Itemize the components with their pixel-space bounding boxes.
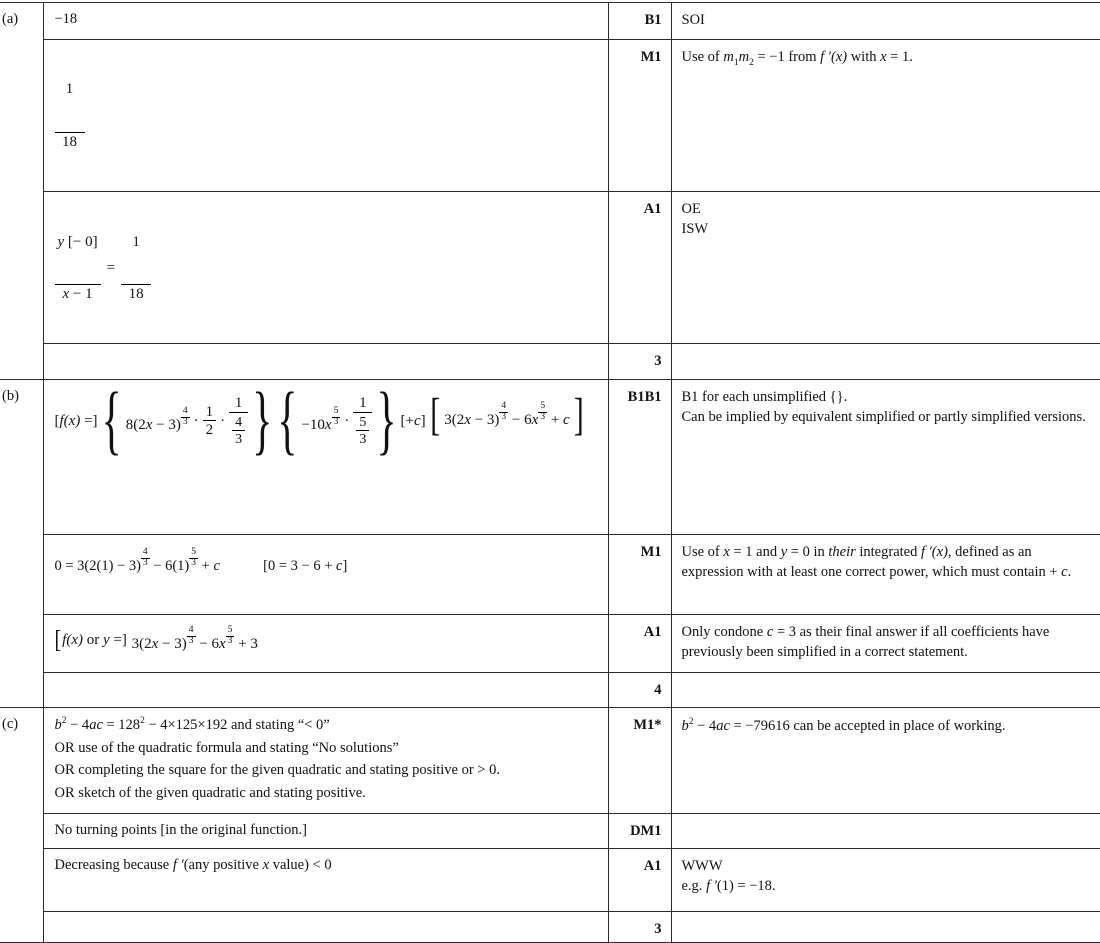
exponent-numerator: 5 bbox=[540, 401, 546, 412]
exponent-denominator: 3 bbox=[540, 412, 546, 423]
discriminant-line bbox=[55, 715, 597, 735]
guidance-line: B1 for each unsimplified {}. bbox=[681, 389, 848, 406]
exponent-numerator: 4 bbox=[188, 625, 194, 636]
fraction bbox=[55, 48, 85, 184]
emphasis-their: their bbox=[828, 544, 856, 561]
left-bracket: [ bbox=[54, 626, 62, 655]
guidance-text bbox=[681, 48, 913, 68]
guidance-line bbox=[682, 877, 1091, 897]
answer-cell-c2 bbox=[43, 814, 608, 849]
multiply-dot: · bbox=[344, 413, 350, 430]
exponent-fraction bbox=[189, 548, 198, 569]
fraction-denominator: 18 bbox=[121, 284, 151, 303]
var-x: x bbox=[531, 412, 539, 429]
total-marks: 3 bbox=[654, 353, 662, 370]
text: 3(2 bbox=[131, 636, 152, 653]
equals-sign: = bbox=[106, 260, 116, 276]
table-row bbox=[0, 3, 1100, 40]
var-x: x bbox=[880, 48, 887, 65]
guidance-cell-b3 bbox=[671, 615, 1100, 673]
exponent-numerator: 5 bbox=[227, 625, 233, 636]
fraction bbox=[121, 200, 151, 336]
mark-cell-a2 bbox=[608, 39, 671, 191]
table-row bbox=[0, 673, 1100, 708]
guidance-line: ISW bbox=[681, 220, 709, 237]
fraction-denominator bbox=[353, 412, 372, 448]
var-ac: ac bbox=[89, 717, 103, 734]
text: − 3) bbox=[152, 417, 181, 434]
text: . bbox=[1067, 563, 1072, 580]
math-expression bbox=[55, 542, 597, 577]
text: 8(2 bbox=[125, 417, 146, 434]
var-x: x bbox=[62, 285, 70, 302]
text: − 6 bbox=[195, 636, 219, 653]
guidance-cell-c-total bbox=[671, 912, 1100, 943]
text: − 3) bbox=[158, 636, 187, 653]
text: ] bbox=[420, 413, 426, 430]
right-brace: } bbox=[376, 378, 397, 464]
exponent-fraction bbox=[499, 402, 508, 423]
table-row bbox=[0, 849, 1100, 912]
table-row bbox=[0, 814, 1100, 849]
text: −10 bbox=[301, 417, 325, 434]
text: with bbox=[847, 48, 881, 65]
answer-text bbox=[55, 857, 332, 873]
text: − 6 bbox=[508, 412, 532, 429]
text: − 6(1) bbox=[149, 558, 190, 575]
or-line: OR completing the square for the given quadratic and stating positive or > 0. bbox=[54, 762, 500, 779]
f-prime: f ′(x) bbox=[820, 48, 848, 65]
compound-fraction bbox=[353, 395, 372, 448]
var-c: c bbox=[213, 558, 220, 575]
part-label: (b) bbox=[2, 388, 19, 405]
answer-text: No turning points [in the original function.] bbox=[54, 822, 308, 839]
mark-label: B1B1 bbox=[627, 389, 662, 406]
table-row bbox=[0, 535, 1100, 615]
guidance-cell-b-total bbox=[671, 673, 1100, 708]
guidance-text: SOI bbox=[681, 12, 705, 28]
mark-label: A1 bbox=[643, 858, 662, 875]
total-marks: 3 bbox=[654, 921, 662, 938]
guidance-cell-a3 bbox=[671, 191, 1100, 343]
math-expression bbox=[55, 200, 152, 336]
fraction-denominator bbox=[55, 284, 101, 303]
guidance-cell-c3 bbox=[671, 849, 1100, 912]
answer-text: −18 bbox=[54, 11, 78, 27]
guidance-cell-c1 bbox=[671, 708, 1100, 814]
text: or bbox=[83, 632, 103, 649]
text: Decreasing because bbox=[54, 857, 173, 874]
mark-cell-c1 bbox=[608, 708, 671, 814]
guidance-cell-a-total bbox=[671, 344, 1100, 380]
mark-cell-a3 bbox=[608, 191, 671, 343]
text: − 4 bbox=[66, 717, 90, 734]
exponent-numerator: 4 bbox=[142, 547, 148, 558]
guidance-line: Can be implied by equivalent simplified or partly simplified versions. bbox=[681, 408, 1086, 425]
text: (any positive bbox=[183, 857, 263, 874]
mark-label: A1 bbox=[643, 200, 662, 217]
answer-cell-a3 bbox=[43, 191, 608, 343]
exponent-denominator: 3 bbox=[191, 558, 197, 569]
equals: =] bbox=[80, 413, 98, 430]
exponent-denominator: 3 bbox=[227, 636, 233, 647]
part-label: (c) bbox=[2, 716, 19, 733]
exponent-denominator: 3 bbox=[333, 417, 339, 428]
fraction-numerator: 1 bbox=[359, 394, 367, 411]
var-c: c bbox=[1061, 563, 1068, 580]
text: (1) = −18. bbox=[716, 877, 776, 894]
text: + bbox=[547, 412, 564, 429]
mark-cell-b1 bbox=[608, 380, 671, 535]
var-x: x bbox=[262, 857, 270, 874]
table-row bbox=[0, 615, 1100, 673]
math-expression-line2 bbox=[429, 390, 584, 441]
guidance-cell-a2 bbox=[671, 39, 1100, 191]
f-of-x: f(x) bbox=[59, 413, 81, 430]
text: = 128 bbox=[102, 717, 141, 734]
mark-label: M1* bbox=[633, 717, 662, 734]
superscript: 2 bbox=[140, 716, 145, 727]
table-row bbox=[0, 912, 1100, 943]
exponent-fraction bbox=[332, 407, 341, 428]
term-2 bbox=[301, 407, 340, 435]
final-expression bbox=[132, 626, 258, 654]
fraction-numerator: 1 bbox=[234, 394, 243, 411]
plus-c-tail bbox=[401, 411, 426, 431]
or-line: OR use of the quadratic formula and stating “No solutions” bbox=[54, 739, 399, 756]
prefix bbox=[62, 630, 130, 650]
inner-numerator: 5 bbox=[359, 414, 367, 430]
answer-cell-a-total bbox=[43, 344, 608, 380]
answer-cell-b3 bbox=[43, 615, 608, 673]
guidance-cell-c2 bbox=[671, 814, 1100, 849]
guidance-cell-a1 bbox=[671, 3, 1100, 40]
text: − 4×125×192 and stating “< 0” bbox=[144, 717, 330, 734]
mark-cell-b-total bbox=[608, 673, 671, 708]
mark-label: M1 bbox=[640, 48, 662, 65]
compound-fraction bbox=[229, 395, 248, 448]
math-expression-line1 bbox=[54, 378, 426, 464]
text: = −79616 can be accepted in place of working. bbox=[729, 718, 1006, 735]
answer-cell-c1 bbox=[43, 708, 608, 814]
right-bracket: ] bbox=[573, 390, 584, 441]
var-c: c bbox=[413, 413, 421, 430]
guidance-text bbox=[682, 544, 1072, 580]
text: = −1 from bbox=[753, 48, 821, 65]
mark-scheme-table bbox=[0, 2, 1100, 943]
text: e.g. bbox=[681, 877, 707, 894]
table-row bbox=[0, 708, 1100, 814]
exponent-fraction bbox=[181, 407, 190, 428]
exponent-numerator: 5 bbox=[191, 547, 197, 558]
text: [+ bbox=[400, 413, 414, 430]
math-expression bbox=[55, 48, 85, 184]
guidance-cell-b1 bbox=[671, 380, 1100, 535]
text: Only condone bbox=[681, 624, 767, 641]
var-c: c bbox=[766, 624, 774, 641]
left-brace: { bbox=[101, 378, 122, 464]
table-row bbox=[0, 191, 1100, 343]
inner-fraction bbox=[232, 415, 245, 448]
text: , defined as an expression with at least one correct power, which must contain + bbox=[681, 544, 1062, 580]
mark-cell-c-total bbox=[608, 912, 671, 943]
var-y: y bbox=[57, 233, 65, 250]
mark-cell-b3 bbox=[608, 615, 671, 673]
f-prime: f ′ bbox=[706, 877, 717, 894]
inner-fraction bbox=[356, 415, 369, 448]
var-x: x bbox=[219, 636, 226, 653]
right-brace: } bbox=[252, 378, 273, 464]
var-m2: m bbox=[738, 48, 750, 65]
fraction bbox=[203, 404, 217, 440]
answer-cell-a2 bbox=[43, 39, 608, 191]
exponent-numerator: 4 bbox=[501, 401, 507, 412]
text: − 1 bbox=[69, 285, 93, 302]
mark-cell-a-total bbox=[608, 344, 671, 380]
subscript: 2 bbox=[749, 57, 754, 68]
var-b: b bbox=[54, 717, 62, 734]
fraction-denominator: 2 bbox=[203, 420, 217, 439]
guidance-line: OE bbox=[681, 200, 701, 217]
text: integrated bbox=[855, 544, 921, 561]
mark-label: B1 bbox=[644, 12, 662, 28]
exponent-numerator: 4 bbox=[182, 406, 188, 417]
text: = 3 as their final answer if all coefficients have previously been simplified in a correct statement. bbox=[681, 624, 1050, 660]
text: =] bbox=[109, 632, 131, 649]
mark-label: A1 bbox=[643, 624, 662, 641]
answer-cell-b1 bbox=[43, 380, 608, 535]
term-1 bbox=[126, 407, 190, 435]
text: [0 = 3 − 6 + bbox=[263, 558, 337, 575]
var-c: c bbox=[336, 558, 343, 575]
inner-denominator: 3 bbox=[232, 430, 245, 448]
part-cell-a bbox=[0, 3, 43, 380]
var-c: c bbox=[563, 412, 570, 429]
f-prime: f ′ bbox=[172, 857, 184, 874]
inner-numerator: 4 bbox=[235, 414, 243, 430]
text: 0 = 3(2(1) − 3) bbox=[54, 558, 141, 575]
var-y: y bbox=[780, 544, 788, 561]
or-line: OR sketch of the given quadratic and stating positive. bbox=[54, 784, 366, 801]
table-row bbox=[0, 344, 1100, 380]
exponent-fraction bbox=[141, 548, 150, 569]
subscript: 1 bbox=[733, 57, 739, 68]
var-x: x bbox=[324, 417, 332, 434]
guidance-text bbox=[682, 624, 1050, 660]
exponent-denominator: 3 bbox=[188, 636, 194, 647]
exponent-denominator: 3 bbox=[182, 417, 188, 428]
left-brace: { bbox=[277, 378, 298, 464]
text: Use of bbox=[681, 544, 724, 561]
multiply-dot: · bbox=[193, 413, 199, 430]
text: = 1 and bbox=[729, 544, 781, 561]
text: Use of bbox=[681, 48, 724, 65]
integrated-expression bbox=[444, 402, 569, 430]
text: ] bbox=[342, 558, 348, 575]
table-row bbox=[0, 39, 1100, 191]
answer-cell-a1 bbox=[43, 3, 608, 40]
var-y: y bbox=[103, 632, 110, 649]
f-prime: f ′(x) bbox=[920, 544, 948, 561]
f-of-x: f(x) bbox=[62, 632, 83, 649]
exponent-denominator: 3 bbox=[501, 412, 507, 423]
mark-label: M1 bbox=[640, 544, 662, 561]
text: − 4 bbox=[693, 718, 717, 735]
exponent-fraction bbox=[538, 402, 547, 423]
var-x: x bbox=[464, 412, 471, 429]
mark-cell-a1 bbox=[608, 3, 671, 40]
part-cell-c bbox=[0, 708, 43, 943]
text: − 3) bbox=[470, 412, 500, 429]
answer-cell-b2 bbox=[43, 535, 608, 615]
left-bracket: [ bbox=[430, 390, 441, 441]
guidance-text bbox=[682, 718, 1006, 734]
fraction-numerator bbox=[55, 234, 101, 251]
var-x: x bbox=[151, 636, 159, 653]
mark-cell-c2 bbox=[608, 814, 671, 849]
total-marks: 4 bbox=[654, 682, 662, 699]
substitution-expression bbox=[54, 547, 220, 575]
text: + 3 bbox=[234, 636, 258, 653]
guidance-line: WWW bbox=[681, 858, 723, 875]
answer-cell-c3 bbox=[43, 849, 608, 912]
fraction-numerator: 1 bbox=[132, 233, 140, 250]
fraction-numerator: 1 bbox=[205, 403, 214, 420]
fraction-denominator bbox=[229, 412, 248, 448]
text: + bbox=[198, 558, 214, 575]
var-ac: ac bbox=[716, 718, 730, 735]
fraction-denominator: 18 bbox=[55, 132, 85, 151]
fraction bbox=[55, 200, 101, 336]
bracketed-simplification bbox=[263, 558, 347, 574]
fraction-numerator: 1 bbox=[65, 81, 74, 98]
var-b: b bbox=[681, 718, 689, 735]
mark-cell-c3 bbox=[608, 849, 671, 912]
var-m1: m bbox=[723, 48, 734, 65]
text: [− 0] bbox=[64, 233, 98, 250]
function-prefix bbox=[55, 411, 98, 431]
superscript: 2 bbox=[688, 717, 694, 728]
math-expression bbox=[55, 622, 258, 654]
part-cell-b bbox=[0, 380, 43, 708]
answer-cell-c-total bbox=[43, 912, 608, 943]
exponent-fraction bbox=[187, 626, 196, 647]
superscript: 2 bbox=[61, 716, 67, 727]
exponent-numerator: 5 bbox=[333, 406, 339, 417]
exponent-denominator: 3 bbox=[142, 558, 148, 569]
mark-cell-b2 bbox=[608, 535, 671, 615]
var-x: x bbox=[723, 544, 730, 561]
text: 3(2 bbox=[444, 412, 465, 429]
bracket: [ bbox=[54, 413, 60, 430]
answer-cell-b-total bbox=[43, 673, 608, 708]
text: = 1. bbox=[886, 48, 913, 65]
var-x: x bbox=[145, 417, 153, 434]
multiply-dot: · bbox=[220, 413, 226, 430]
table-row bbox=[0, 380, 1100, 535]
text: value) < 0 bbox=[269, 857, 332, 874]
guidance-cell-b2 bbox=[671, 535, 1100, 615]
text: = 0 in bbox=[787, 544, 829, 561]
part-label: (a) bbox=[2, 11, 19, 27]
inner-denominator: 3 bbox=[356, 430, 369, 448]
mark-label: DM1 bbox=[630, 823, 662, 840]
